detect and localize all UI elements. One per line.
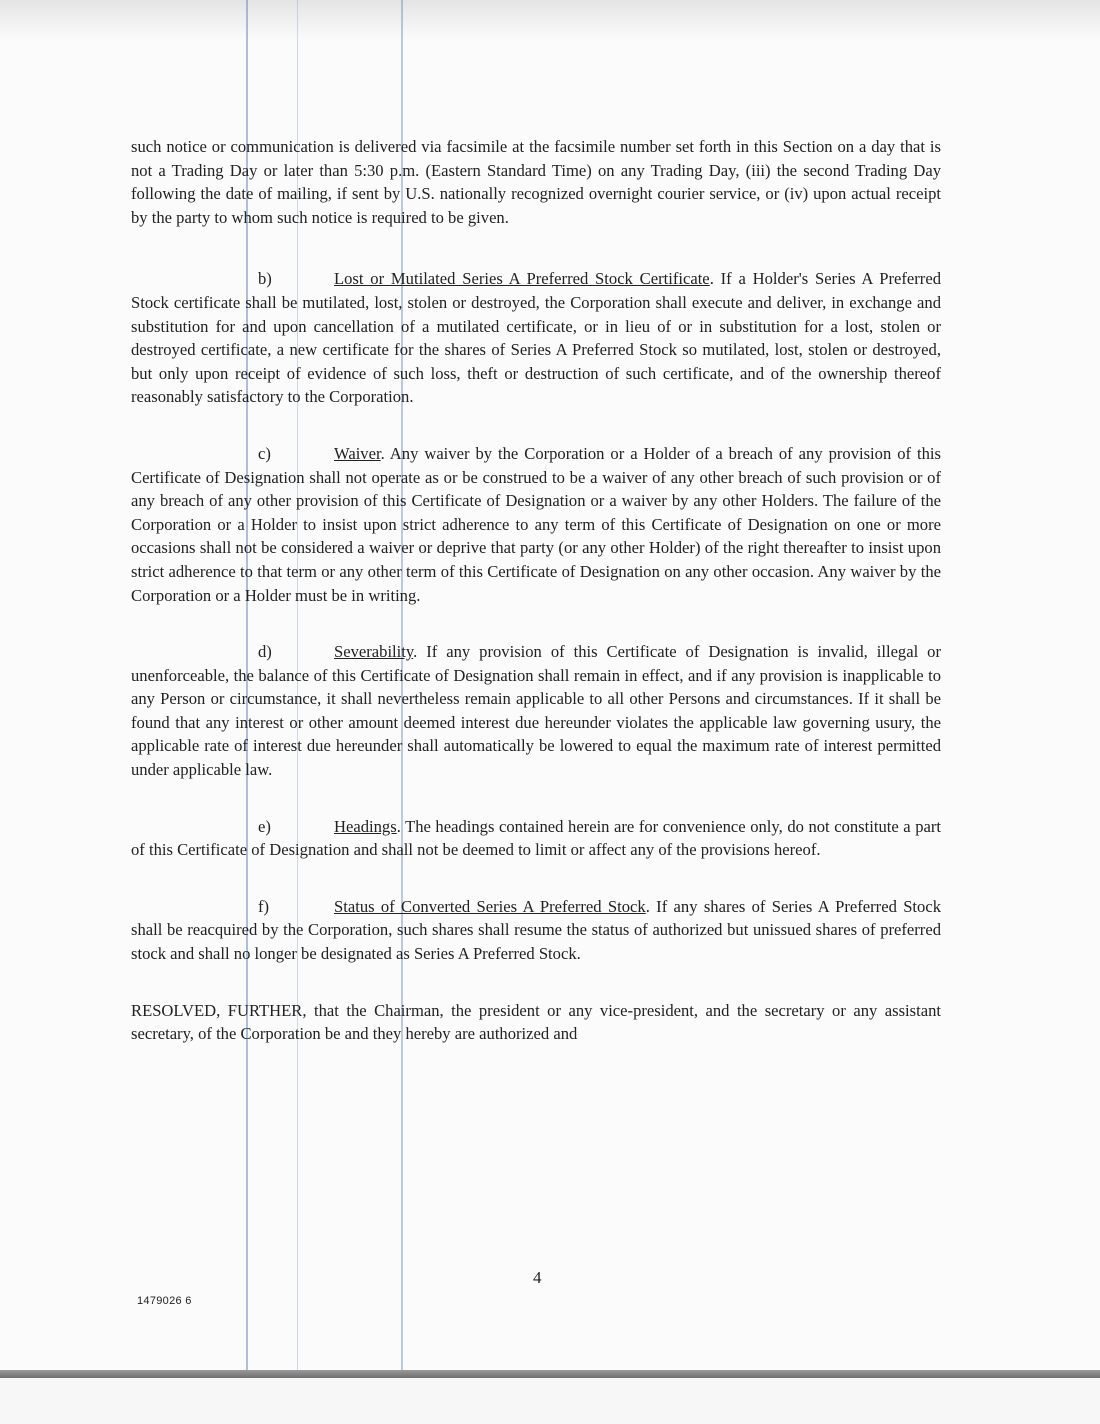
scan-bottom-edge xyxy=(0,1370,1100,1378)
section-letter: c) xyxy=(258,443,271,463)
section-letter: e) xyxy=(258,816,271,836)
scan-top-shade xyxy=(0,0,1100,40)
page-number: 4 xyxy=(533,1268,542,1287)
scan-margin xyxy=(0,1378,1100,1424)
section-body: . If any provision of this Certificate of Designation is invalid, illegal or unenforceable, the balance of this Certificate of Designation shall remain in effect, and if any provision is inapplicable to any Person or circumstance, it shall nevertheless remain applicable to all other Persons and circumstances. If it shall be found that any interest or other amount deemed interest due hereunder violates the applicable law governing usury, the applicable rate of interest due hereunder shall automatically be lowered to equal the maximum rate of interest permitted under applicable law. xyxy=(131,642,941,780)
section-heading: Headings xyxy=(334,816,397,836)
section-body: . If any shares of Series A Preferred Stock shall be reacquired by the Corporation, such shares shall resume the status of authorized but unissued shares of preferred stock and shall no longer be designated as Series A Preferred Stock. xyxy=(131,896,941,964)
section-heading: Lost or Mutilated Series A Preferred Stock Certificate xyxy=(334,269,710,289)
section-f xyxy=(131,895,941,966)
section-heading: Severability xyxy=(334,642,414,662)
section-body: . The headings contained herein are for convenience only, do not constitute a part of this Certificate of Designation and shall not be deemed to limit or affect any of the provisions hereof. xyxy=(131,816,941,860)
section-letter: b) xyxy=(258,269,272,289)
section-body: . If a Holder's Series A Preferred Stock certificate shall be mutilated, lost, stolen or destroyed, the Corporation shall execute and deliver, in exchange and substitution for and upon cancellation of a mutilated certificate, or in lieu of or in substitution for a lost, stolen or destroyed certificate, a new certificate for the shares of Series A Preferred Stock so mutilated, lost, stolen or destroyed, but only upon receipt of evidence of such loss, theft or destruction of such certificate, and of the ownership thereof reasonably satisfactory to the Corporation. xyxy=(131,269,941,407)
section-letter: f) xyxy=(258,896,270,916)
document-body xyxy=(131,135,941,1046)
intro-paragraph: such notice or communication is delivered via facsimile at the facsimile number set forth in this Section on a day that is not a Trading Day or later than 5:30 p.m. (Eastern Standard Time) on any Trading Day, (iii) the second Trading Day following the date of mailing, if sent by U.S. nationally recognized overnight courier service, or (iv) upon actual receipt by the party to whom such notice is required to be given. xyxy=(131,137,941,227)
section-body: . Any waiver by the Corporation or a Holder of a breach of any provision of this Certificate of Designation shall not operate as or be construed to be a waiver of any other breach of such provision or of any breach of any other provision of this Certificate of Designation or a waiver by any other Holders. The failure of the Corporation or a Holder to insist upon strict adherence to any term of this Certificate of Designation on one or more occasions shall not be considered a waiver or deprive that party (or any other Holder) of the right thereafter to insist upon strict adherence to that term or any other term of this Certificate of Designation on any other occasion. Any waiver by the Corporation or a Holder must be in writing. xyxy=(131,443,941,605)
section-heading: Waiver xyxy=(334,443,381,463)
section-c xyxy=(131,442,941,607)
section-b xyxy=(131,267,941,409)
resolved-paragraph: RESOLVED, FURTHER, that the Chairman, the president or any vice-president, and the secretary or any assistant secretary, of the Corporation be and they hereby are authorized and xyxy=(131,1000,941,1044)
section-e xyxy=(131,815,941,862)
document-id: 1479026 6 xyxy=(137,1295,192,1307)
section-heading: Status of Converted Series A Preferred Stock xyxy=(334,896,646,916)
section-d xyxy=(131,640,941,782)
section-letter: d) xyxy=(258,642,272,662)
